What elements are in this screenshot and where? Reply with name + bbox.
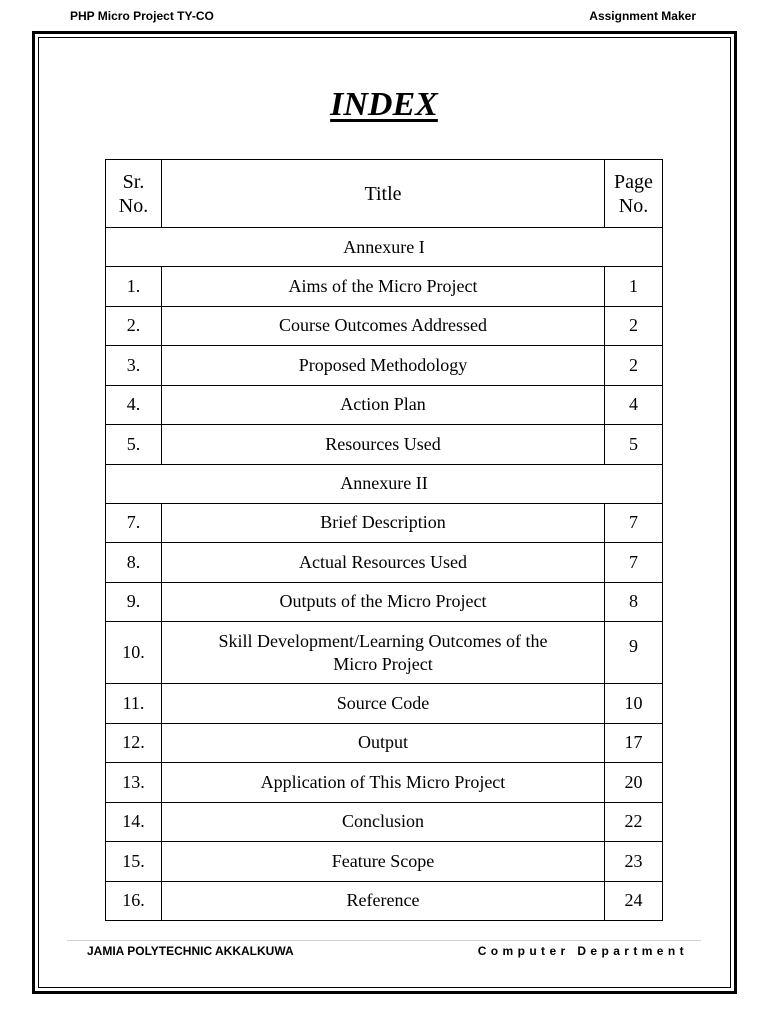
page-cell: 7 xyxy=(605,503,663,543)
footer-divider xyxy=(67,940,701,941)
sr-cell: 11. xyxy=(106,684,162,724)
title-line-1: Skill Development/Learning Outcomes of the xyxy=(218,630,548,651)
page-cell: 10 xyxy=(605,684,663,724)
running-header xyxy=(0,8,768,26)
title-cell: Application of This Micro Project xyxy=(162,763,605,803)
page-cell: 17 xyxy=(605,723,663,763)
footer-institution: JAMIA POLYTECHNIC AKKALKUWA xyxy=(87,944,294,958)
title-cell: Brief Description xyxy=(162,503,605,543)
title-line-2: Micro Project xyxy=(333,653,433,674)
header-sr-line1: Sr. xyxy=(122,170,145,193)
title-cell: Course Outcomes Addressed xyxy=(162,306,605,346)
sr-cell: 8. xyxy=(106,543,162,583)
table-row xyxy=(106,503,663,543)
table-row xyxy=(106,267,663,307)
page-cell: 2 xyxy=(605,346,663,386)
page-cell: 2 xyxy=(605,306,663,346)
table-header-row xyxy=(106,160,663,228)
header-page-line2: No. xyxy=(618,194,649,217)
page-cell: 20 xyxy=(605,763,663,803)
section-row xyxy=(106,464,663,503)
header-title: Title xyxy=(162,160,605,228)
table-row xyxy=(106,802,663,842)
table-row xyxy=(106,622,663,684)
footer-department: Computer Department xyxy=(477,944,688,958)
header-page-no xyxy=(605,160,663,228)
title-cell: Action Plan xyxy=(162,385,605,425)
sr-cell: 5. xyxy=(106,425,162,465)
page-title: INDEX xyxy=(330,86,438,123)
table-row xyxy=(106,723,663,763)
page-cell: 23 xyxy=(605,842,663,882)
page-cell: 7 xyxy=(605,543,663,583)
page-cell: 9 xyxy=(605,622,663,684)
page-cell: 1 xyxy=(605,267,663,307)
table-row xyxy=(106,763,663,803)
section-label: Annexure II xyxy=(106,464,663,503)
table-row xyxy=(106,881,663,921)
sr-cell: 1. xyxy=(106,267,162,307)
table-row xyxy=(106,582,663,622)
title-cell: Conclusion xyxy=(162,802,605,842)
table-row xyxy=(106,543,663,583)
title-cell: Source Code xyxy=(162,684,605,724)
page-cell: 4 xyxy=(605,385,663,425)
sr-cell: 13. xyxy=(106,763,162,803)
title-cell: Proposed Methodology xyxy=(162,346,605,386)
table-row xyxy=(106,385,663,425)
table-row xyxy=(106,346,663,386)
sr-cell: 14. xyxy=(106,802,162,842)
title-cell: Outputs of the Micro Project xyxy=(162,582,605,622)
table-row xyxy=(106,684,663,724)
table-row xyxy=(106,425,663,465)
header-project-name: PHP Micro Project TY-CO xyxy=(70,9,214,23)
sr-cell: 9. xyxy=(106,582,162,622)
title-cell: Output xyxy=(162,723,605,763)
sr-cell: 15. xyxy=(106,842,162,882)
title-cell: Reference xyxy=(162,881,605,921)
title-cell: Aims of the Micro Project xyxy=(162,267,605,307)
page-cell: 8 xyxy=(605,582,663,622)
section-row xyxy=(106,228,663,267)
header-assignment-label: Assignment Maker xyxy=(589,9,696,23)
header-sr-no xyxy=(106,160,162,228)
page-footer xyxy=(0,944,768,960)
page-cell: 24 xyxy=(605,881,663,921)
sr-cell: 4. xyxy=(106,385,162,425)
section-label: Annexure I xyxy=(106,228,663,267)
table-row xyxy=(106,306,663,346)
page-cell: 22 xyxy=(605,802,663,842)
sr-cell: 16. xyxy=(106,881,162,921)
sr-cell: 7. xyxy=(106,503,162,543)
title-cell: Feature Scope xyxy=(162,842,605,882)
sr-cell: 3. xyxy=(106,346,162,386)
header-sr-line2: No. xyxy=(118,194,149,217)
title-cell: Actual Resources Used xyxy=(162,543,605,583)
sr-cell: 10. xyxy=(106,622,162,684)
header-page-line1: Page xyxy=(614,170,653,193)
page-cell: 5 xyxy=(605,425,663,465)
index-table xyxy=(105,159,663,921)
title-cell xyxy=(162,622,605,684)
table-row xyxy=(106,842,663,882)
title-cell: Resources Used xyxy=(162,425,605,465)
sr-cell: 12. xyxy=(106,723,162,763)
sr-cell: 2. xyxy=(106,306,162,346)
